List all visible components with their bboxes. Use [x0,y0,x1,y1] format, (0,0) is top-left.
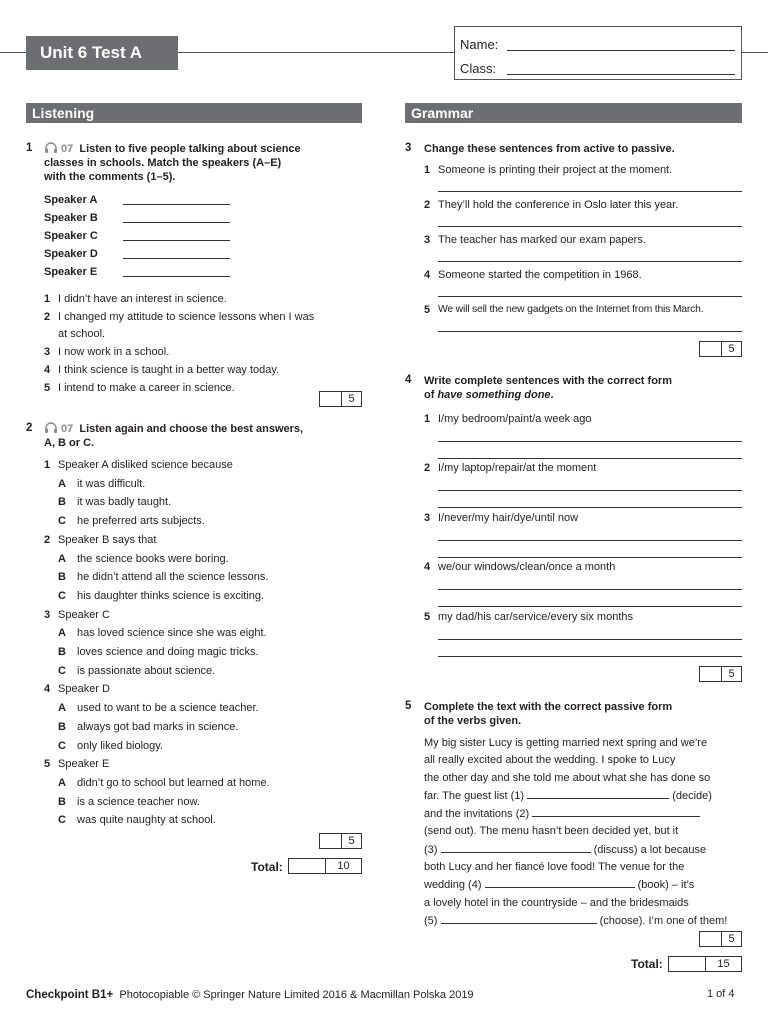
comment-text: at school. [58,327,106,340]
option-letter[interactable]: B [58,496,66,509]
speaker-label: Speaker B [44,212,98,224]
q3-answer-line[interactable] [438,226,742,227]
q2-item-stem: Speaker B says that [58,533,157,546]
option-letter[interactable]: B [58,795,66,808]
q1-number: 1 [26,142,33,154]
comment-number: 5 [44,381,51,394]
option-text: is a science teacher now. [77,795,200,808]
speaker-label: Speaker C [44,230,98,242]
q3-answer-line[interactable] [438,261,742,262]
speaker-answer-field[interactable] [123,276,230,277]
comment-text: I changed my attitude to science lessons when I was [58,311,315,323]
q3-item-text: The teacher has marked our exam papers. [438,234,646,246]
speaker-answer-field[interactable] [123,222,230,223]
speaker-label: Speaker E [44,266,98,278]
footer-copyright: Photocopiable © Springer Nature Limited 2016 & Macmillan Polska 2019 [119,989,474,1001]
option-text: only liked biology. [77,739,164,752]
comment-text: I think science is taught in a better way today. [58,363,280,376]
q4-answer-line[interactable] [438,606,742,607]
q4-item-text: my dad/his car/service/every six months [438,610,634,623]
option-letter[interactable]: C [58,664,66,677]
listening-total-box[interactable]: 10 [288,858,362,874]
option-text: loves science and doing magic tricks. [77,646,259,658]
q4-item-text: we/our windows/clean/once a month [438,561,616,574]
q4-instruction: Write complete sentences with the correct form of have something done. [424,375,672,401]
q4-score-box[interactable]: 5 [699,666,742,682]
q4-answer-line[interactable] [438,490,742,491]
headphones-icon [44,422,58,433]
q2-item-stem: Speaker D [58,683,110,696]
footer-brand: Checkpoint B1+ [26,989,114,1001]
speaker-label: Speaker A [44,194,98,206]
q4-item-text: I/my laptop/repair/at the moment [438,462,597,475]
q1-instruction: 07 Listen to five people talking about science classes in schools. Match the speakers (A–E) with the comments (1–5). [44,143,301,183]
q3-item-number: 1 [424,164,431,176]
q3-item-text: We will sell the new gadgets on the Internet from this March. [438,304,704,315]
name-class-box [454,26,742,80]
q2-item-number: 3 [44,608,51,621]
q5-instruction: Complete the text with the correct passive form of the verbs given. [424,701,673,727]
option-text: was quite naughty at school. [77,814,216,827]
q3-item-number: 2 [424,199,431,211]
speaker-answer-field[interactable] [123,240,230,241]
comment-text: I now work in a school. [58,345,170,358]
q3-item-text: They’ll hold the conference in Oslo later this year. [438,199,679,211]
name-label: Name: [460,37,499,52]
speaker-label: Speaker D [44,248,98,260]
option-text: used to want to be a science teacher. [77,702,259,715]
gap-5-field[interactable] [441,912,597,924]
q2-item-stem: Speaker A disliked science because [58,459,233,471]
headphones-icon [44,142,58,153]
option-letter[interactable]: B [58,646,66,658]
option-letter[interactable]: C [58,515,66,528]
option-letter[interactable]: A [58,702,66,715]
unit-title: Unit 6 Test A [26,36,178,70]
comment-text: I didn’t have an interest in science. [58,293,227,305]
q4-answer-line[interactable] [438,639,742,640]
q5-score-box[interactable]: 5 [699,931,742,947]
class-field[interactable] [507,74,735,75]
q4-answer-line[interactable] [438,540,742,541]
q2-score-box[interactable]: 5 [319,833,362,849]
q3-score-box[interactable]: 5 [699,341,742,357]
q5-passage: My big sister Lucy is getting married next spring and we’re all really excited about the wedding. I spoke to Lucy the other day and she told me about what she has done so far. The guest list (1) (decide) and the invitations (2) (send out). The menu hasn’t been decided yet, but it (3) (discuss) a lot because both Lucy and her fiancé love food! The venue for the wedding (4) (book) – it’s a lovely hotel in the countryside – and the bridesmaids (5) (choose). I’m one of them! [424,737,728,927]
q3-item-number: 3 [424,234,431,246]
comment-number: 3 [44,345,51,358]
q4-answer-line[interactable] [438,557,742,558]
option-text: the science books were boring. [77,552,229,565]
option-text: always got bad marks in science. [77,720,239,733]
q2-number: 2 [26,422,33,434]
gap-4-field[interactable] [485,876,635,888]
grammar-section-header: Grammar [405,103,742,123]
q4-item-number: 1 [424,413,431,425]
q4-item-text: I/never/my hair/dye/until now [438,511,579,524]
q3-answer-line[interactable] [438,191,742,192]
option-letter[interactable]: B [58,720,66,733]
class-label: Class: [460,61,497,76]
q2-item-number: 5 [44,758,51,771]
speaker-answer-field[interactable] [123,258,230,259]
option-letter[interactable]: C [58,739,66,752]
q1-score-box[interactable]: 5 [319,391,362,407]
q4-answer-line[interactable] [438,507,742,508]
gap-1-field[interactable] [527,787,669,799]
name-field[interactable] [507,50,735,51]
q2-track-number: 07 [61,423,74,435]
q4-number: 4 [405,374,412,386]
q4-item-number: 2 [424,462,431,475]
comment-number: 1 [44,293,51,305]
q2-item-number: 1 [44,459,51,471]
listening-total-label: Total: [251,860,283,874]
q3-instruction: Change these sentences from active to passive. [424,143,675,155]
q2-item-number: 4 [44,683,51,696]
q4-answer-line[interactable] [438,656,742,657]
comment-number: 2 [44,311,51,323]
q5-number: 5 [405,700,412,712]
q3-answer-line[interactable] [438,331,742,332]
option-text: he didn’t attend all the science lessons. [77,571,269,584]
option-letter[interactable]: A [58,477,66,490]
gap-2-field[interactable] [532,805,700,817]
q3-item-text: Someone started the competition in 1968. [438,269,642,281]
option-text: it was difficult. [77,477,146,490]
speaker-answer-field[interactable] [123,204,230,205]
footer [26,989,474,1001]
page-number: 1 of 4 [707,988,735,1000]
q4-answer-line[interactable] [438,589,742,590]
q4-item-number: 4 [424,561,431,574]
option-text: has loved science since she was eight. [77,627,267,640]
option-letter[interactable]: B [58,571,66,584]
option-text: his daughter thinks science is exciting. [77,589,265,602]
q3-item-number: 5 [424,304,431,316]
grammar-total-box[interactable]: 15 [668,956,742,972]
comment-number: 4 [44,363,51,376]
q4-answer-line[interactable] [438,458,742,459]
option-letter[interactable]: A [58,552,66,565]
q3-number: 3 [405,142,412,154]
listening-section-header: Listening [26,103,362,123]
q2-instruction: 07 Listen again and choose the best answers, A, B or C. [44,423,304,449]
option-text: is passionate about science. [77,664,216,677]
q2-item-stem: Speaker E [58,758,110,771]
q2-item-number: 2 [44,533,51,546]
option-text: didn’t go to school but learned at home. [77,776,270,789]
q4-answer-line[interactable] [438,441,742,442]
option-letter[interactable]: A [58,776,66,789]
option-letter[interactable]: C [58,814,66,827]
q3-item-number: 4 [424,269,431,281]
option-text: he preferred arts subjects. [77,515,205,528]
q4-item-number: 5 [424,610,431,623]
grammar-total-label: Total: [631,957,663,971]
option-letter[interactable]: A [58,627,66,640]
q1-track-number: 07 [61,143,74,155]
option-letter[interactable]: C [58,589,66,602]
q4-item-text: I/my bedroom/paint/a week ago [438,413,592,425]
q3-item-text: Someone is printing their project at the moment. [438,164,673,176]
q2-item-stem: Speaker C [58,608,110,621]
q4-item-number: 3 [424,511,431,524]
option-text: it was badly taught. [77,496,172,509]
gap-3-field[interactable] [441,841,591,853]
q3-answer-line[interactable] [438,296,742,297]
comment-text: I intend to make a career in science. [58,381,235,394]
